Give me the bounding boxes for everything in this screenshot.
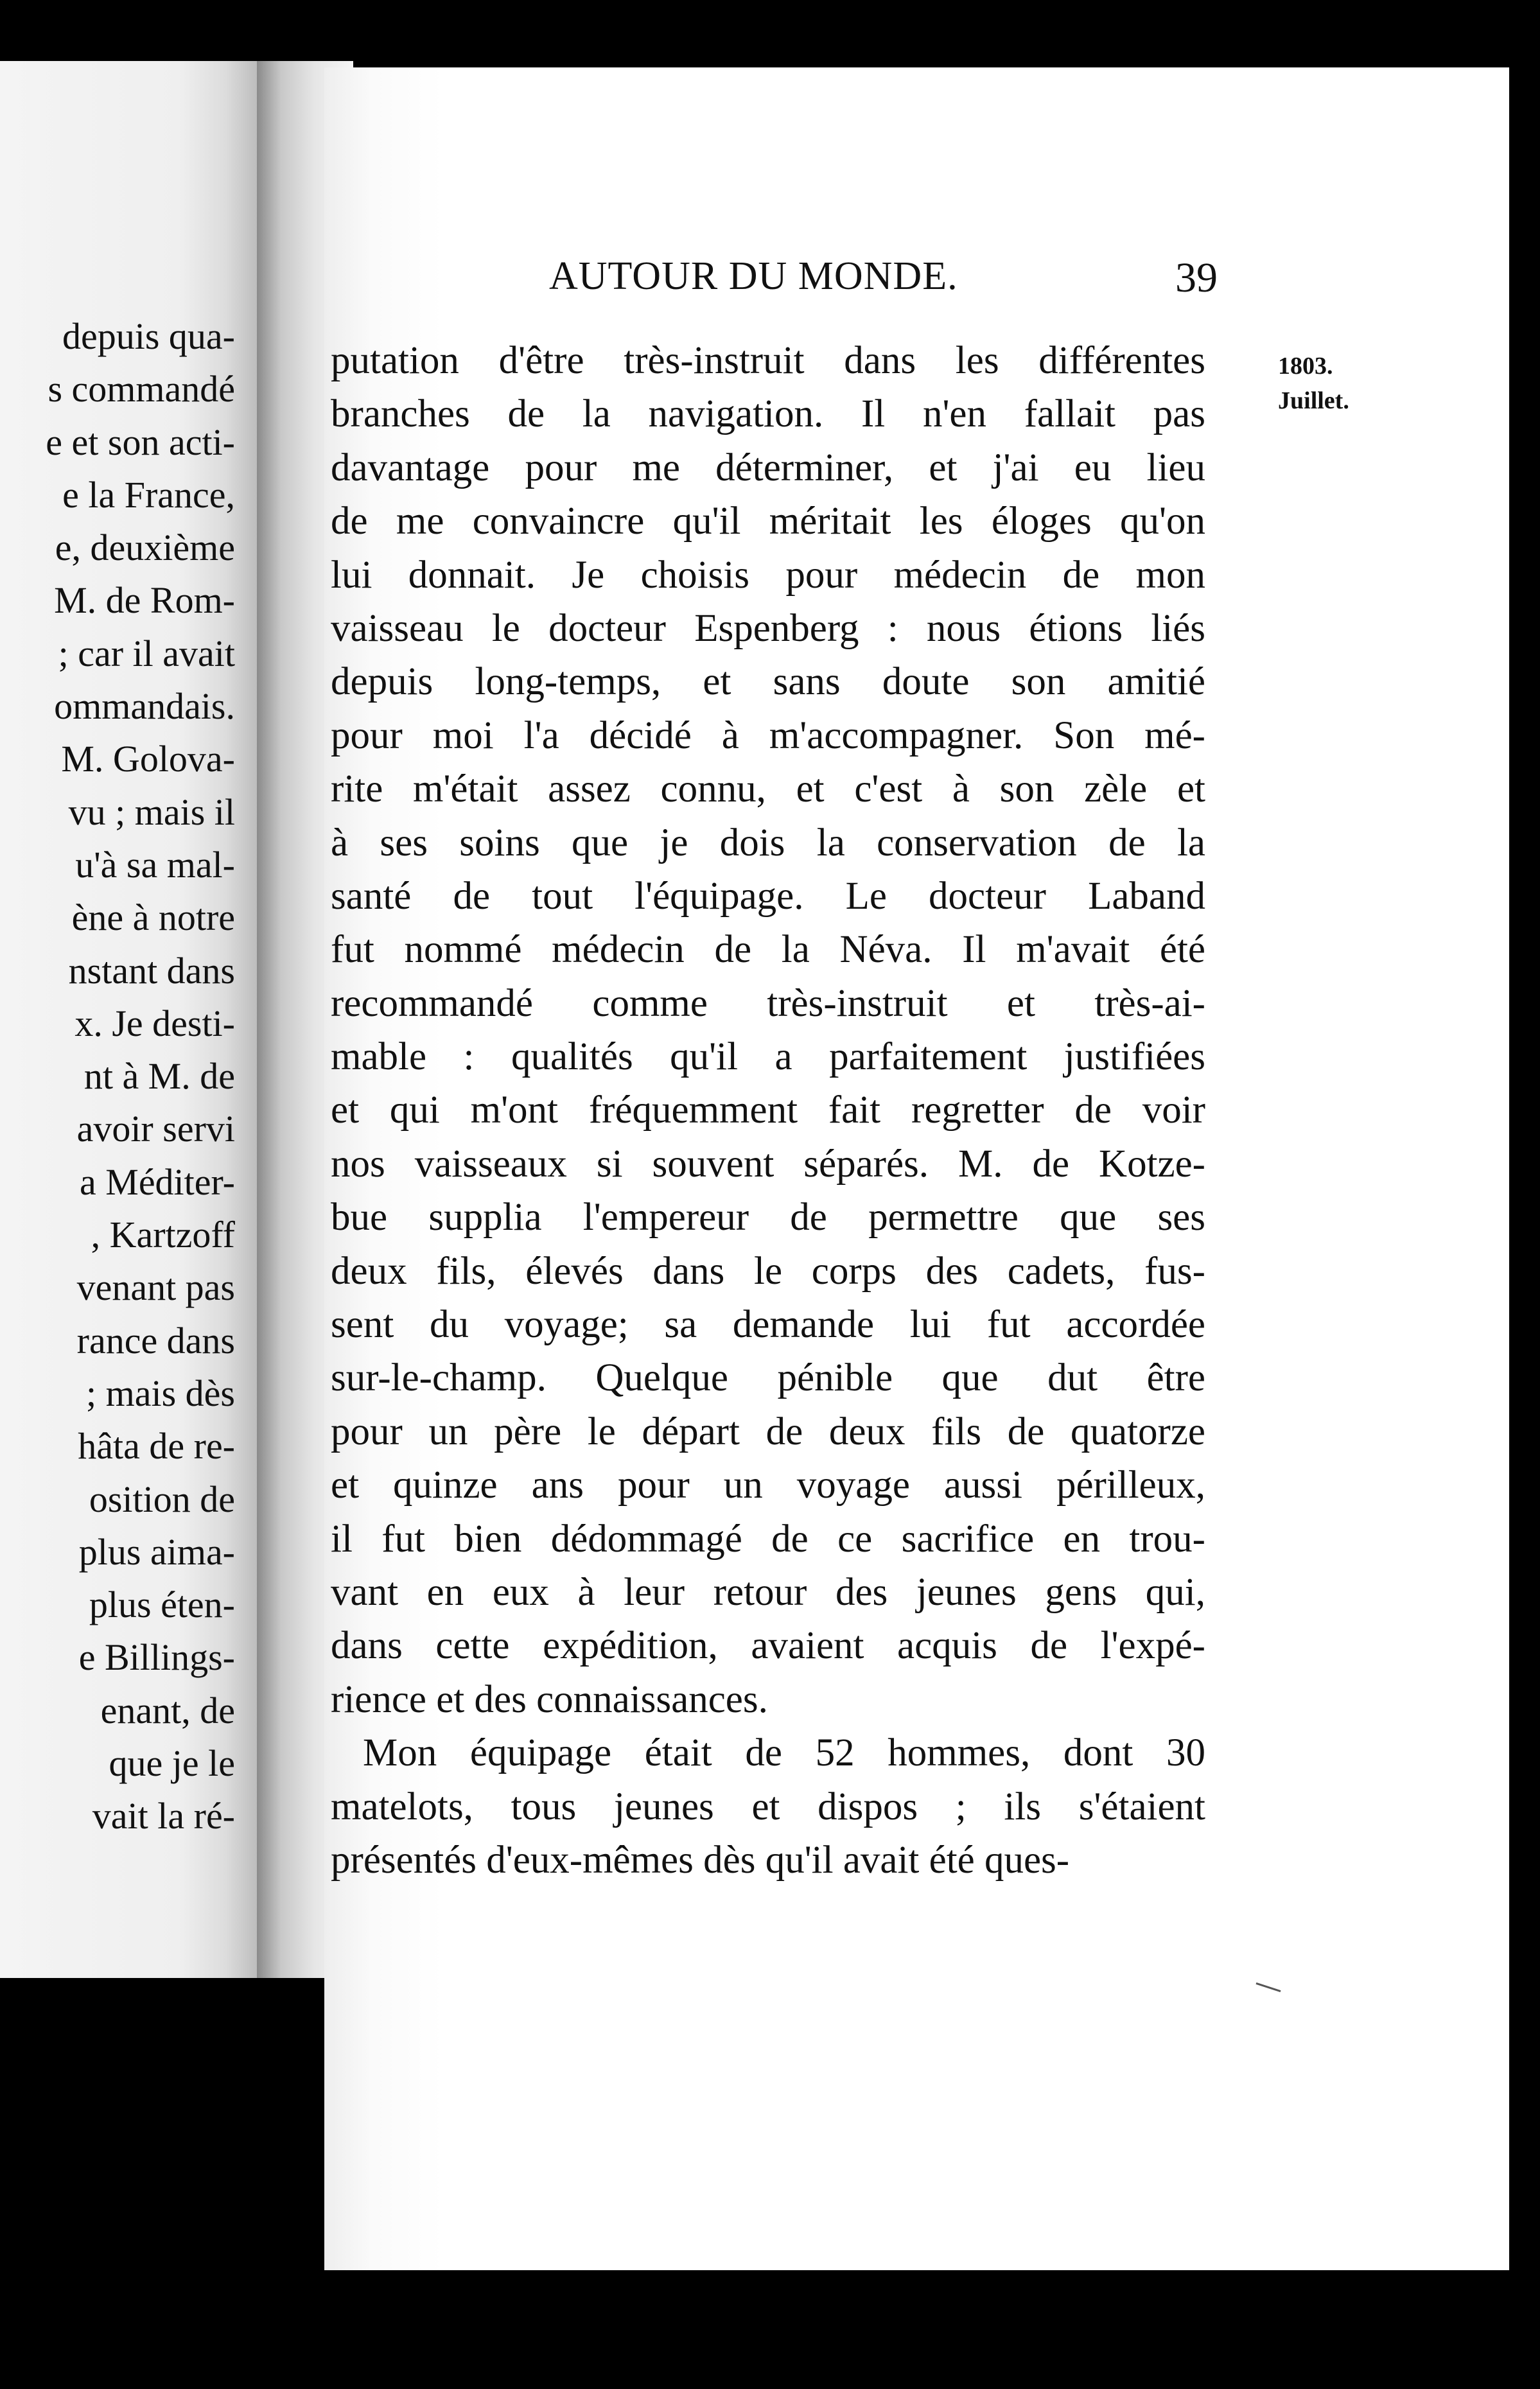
previous-page-line: u'à sa mal- — [75, 843, 235, 886]
text-line: fut nommé médecin de la Néva. Il m'avait été — [331, 928, 1205, 972]
text-line: et quinze ans pour un voyage aussi périlleux, — [331, 1464, 1205, 1507]
previous-page-line: plus aima- — [78, 1530, 235, 1573]
previous-page-line: ène à notre — [71, 897, 235, 939]
previous-page-line: nt à M. de — [83, 1055, 235, 1098]
previous-page-line: M. de Rom- — [54, 579, 235, 622]
running-head: AUTOUR DU MONDE. — [549, 254, 958, 298]
body-text — [331, 334, 1205, 1887]
text-line: pour moi l'a décidé à m'accompagner. Son mé- — [331, 713, 1205, 757]
text-line: présentés d'eux-mêmes dès qu'il avait été ques- — [331, 1838, 1070, 1882]
text-line: pour un père le départ de deux fils de quatorze — [331, 1410, 1205, 1453]
previous-page-line: plus éten- — [89, 1584, 235, 1626]
previous-page-line: ; car il avait — [58, 632, 235, 674]
previous-page-line: x. Je desti- — [74, 1002, 235, 1044]
text-line: matelots, tous jeunes et dispos ; ils s'étaient — [331, 1785, 1205, 1828]
text-line: lui donnait. Je choisis pour médecin de mon — [331, 553, 1205, 597]
previous-page-line: venant pas — [76, 1266, 235, 1309]
previous-page-fragment — [0, 61, 257, 1978]
text-line: il fut bien dédommagé de ce sacrifice en trou- — [331, 1517, 1205, 1561]
text-line: depuis long-temps, et sans doute son amitié — [331, 660, 1205, 704]
text-line: dans cette expédition, avaient acquis de l'expé- — [331, 1624, 1205, 1668]
previous-page-line: s commandé — [48, 368, 235, 410]
previous-page-line: rance dans — [76, 1319, 235, 1361]
previous-page-line: e Billings- — [78, 1636, 235, 1679]
text-line: branches de la navigation. Il n'en fallait pas — [331, 392, 1205, 436]
previous-page-line: e la France, — [62, 473, 235, 516]
text-line: recommandé comme très-instruit et très-ai- — [331, 981, 1205, 1025]
previous-page-line: osition de — [89, 1478, 235, 1520]
previous-page-line: vait la ré- — [92, 1795, 235, 1837]
text-line: nos vaisseaux si souvent séparés. M. de Kotze- — [331, 1142, 1205, 1186]
text-line: vaisseau le docteur Espenberg : nous étions liés — [331, 606, 1205, 650]
text-line: mable : qualités qu'il a parfaitement justifiées — [331, 1035, 1205, 1079]
previous-page-line: ommandais. — [54, 685, 235, 728]
margin-note-year: 1803. — [1278, 353, 1333, 380]
text-line: deux fils, élevés dans le corps des cadets, fus- — [331, 1249, 1205, 1293]
text-line: sur-le-champ. Quelque pénible que dut être — [331, 1356, 1205, 1400]
text-line: Mon équipage était de 52 hommes, dont 30 — [363, 1731, 1205, 1775]
margin-note-month: Juillet. — [1278, 387, 1349, 414]
previous-page-line: ; mais dès — [86, 1372, 235, 1414]
previous-page-line: nstant dans — [68, 949, 235, 992]
previous-page-line: a Méditer- — [80, 1160, 235, 1203]
text-line: et qui m'ont fréquemment fait regretter de voir — [331, 1089, 1205, 1132]
previous-page-line: que je le — [109, 1742, 235, 1785]
text-line: à ses soins que je dois la conservation de la — [331, 821, 1205, 864]
text-line: sent du voyage; sa demande lui fut accordée — [331, 1303, 1205, 1347]
text-line: davantage pour me déterminer, et j'ai eu lieu — [331, 446, 1205, 489]
text-line: de me convaincre qu'il méritait les éloges qu'on — [331, 500, 1205, 543]
previous-page-line: hâta de re- — [78, 1425, 235, 1467]
text-line: bue supplia l'empereur de permettre que ses — [331, 1196, 1205, 1239]
previous-page-line: e et son acti- — [46, 421, 235, 463]
previous-page-line: vu ; mais il — [68, 791, 235, 833]
previous-page-line: , Kartzoff — [91, 1214, 235, 1256]
page-number: 39 — [1175, 254, 1218, 301]
text-line: rite m'était assez connu, et c'est à son zèle et — [331, 767, 1205, 811]
previous-page-line: e, deuxième — [55, 527, 235, 569]
previous-page-line: depuis qua- — [62, 315, 235, 357]
text-line: vant en eux à leur retour des jeunes gens qui, — [331, 1570, 1205, 1614]
text-line: putation d'être très-instruit dans les différentes — [331, 339, 1205, 382]
text-line: santé de tout l'équipage. Le docteur Laband — [331, 874, 1205, 918]
previous-page-line: M. Golova- — [61, 738, 235, 780]
previous-page-line: avoir servi — [76, 1108, 235, 1150]
previous-page-line: enant, de — [100, 1689, 235, 1731]
text-line: rience et des connaissances. — [331, 1677, 768, 1721]
previous-page-text — [0, 310, 235, 1843]
